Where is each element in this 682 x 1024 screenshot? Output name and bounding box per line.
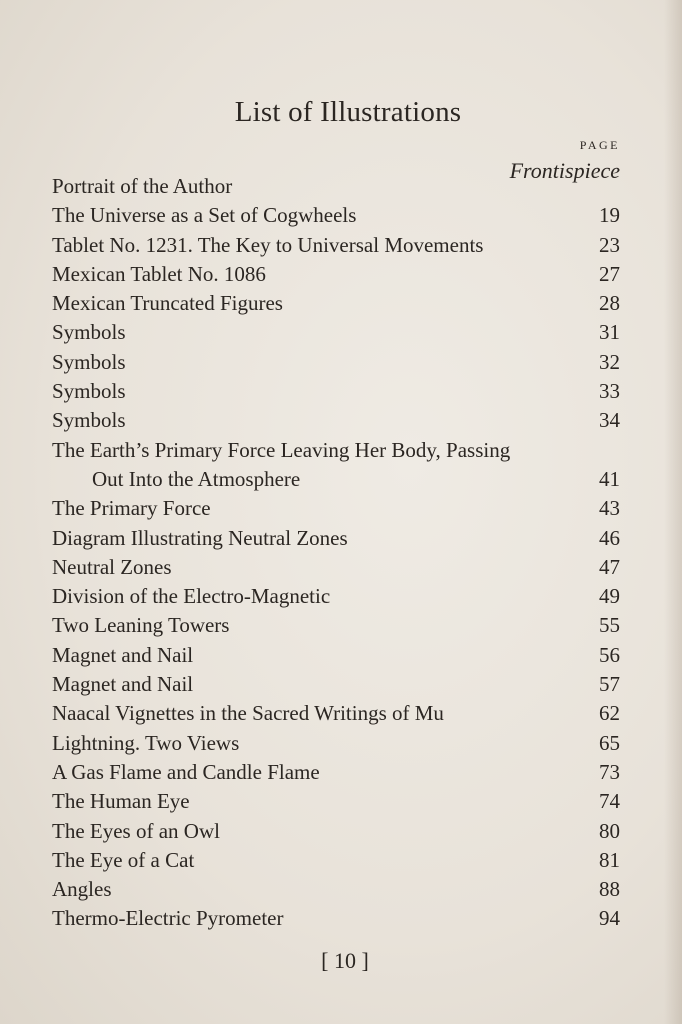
list-item (52, 260, 620, 289)
entry-page: 55 (599, 613, 620, 638)
entry-title: The Universe as a Set of Cogwheels (52, 203, 357, 228)
entry-title: Symbols (52, 320, 126, 345)
entry-page: 80 (599, 818, 620, 843)
entry-title: A Gas Flame and Candle Flame (52, 759, 320, 784)
entry-page: 73 (599, 759, 620, 784)
entry-title: Mexican Tablet No. 1086 (52, 261, 266, 286)
entry-title: Division of the Electro-Magnetic (52, 584, 331, 609)
entry-title: Lightning. Two Views (52, 730, 240, 755)
entry-title: Out Into the Atmosphere (92, 466, 301, 491)
list-item (52, 553, 620, 582)
entry-title: The Primary Force (52, 496, 211, 521)
list-item (52, 348, 620, 377)
list-item (52, 758, 620, 787)
list-item-continuation (52, 465, 620, 494)
entry-title: Magnet and Nail (52, 672, 194, 697)
entry-page: 19 (599, 203, 620, 228)
entry-page: 43 (599, 496, 620, 521)
list-item (52, 436, 620, 465)
entry-title: Neutral Zones (52, 554, 172, 579)
list-item (52, 875, 620, 904)
entry-title: Naacal Vignettes in the Sacred Writings of Mu (52, 701, 444, 726)
list-item (52, 201, 620, 230)
entry-page: 81 (599, 847, 620, 872)
entry-title: The Eyes of an Owl (52, 818, 220, 843)
page-title: List of Illustrations (234, 96, 462, 128)
page-edge-shadow (664, 0, 682, 1024)
entry-page: 74 (599, 789, 620, 814)
entry-page: 27 (599, 261, 620, 286)
entry-page: 32 (599, 349, 620, 374)
list-item (52, 406, 620, 435)
entry-page: 62 (599, 701, 620, 726)
entry-title: The Eye of a Cat (52, 847, 195, 872)
list-item (52, 172, 620, 201)
illustration-list (52, 172, 620, 934)
entry-title: Symbols (52, 408, 126, 433)
entry-page: 65 (599, 730, 620, 755)
entry-page: 47 (599, 554, 620, 579)
list-item (52, 289, 620, 318)
entry-title: The Human Eye (52, 789, 190, 814)
entry-title: Symbols (52, 349, 126, 374)
entry-title: Two Leaning Towers (52, 613, 230, 638)
entry-page: 46 (599, 525, 620, 550)
entry-title: Tablet No. 1231. The Key to Universal Movements (52, 232, 484, 257)
list-item (52, 524, 620, 553)
entry-page: 88 (599, 877, 620, 902)
list-item (52, 377, 620, 406)
list-item (52, 318, 620, 347)
entry-page: 49 (599, 584, 620, 609)
entry-title: Magnet and Nail (52, 642, 194, 667)
entry-page: 33 (599, 379, 620, 404)
list-item (52, 817, 620, 846)
entry-title: Angles (52, 877, 112, 902)
entry-title: Thermo-Electric Pyrometer (52, 906, 284, 931)
entry-page: 34 (599, 408, 620, 433)
page-number: [ 10 ] (321, 948, 369, 973)
frontispiece-label: Frontispiece (509, 158, 620, 183)
entry-page: 41 (599, 466, 620, 491)
entry-page: 57 (599, 672, 620, 697)
list-item (52, 670, 620, 699)
list-item (52, 231, 620, 260)
list-item (52, 699, 620, 728)
entry-page: 31 (599, 320, 620, 345)
entry-title: Mexican Truncated Figures (52, 291, 283, 316)
entry-title: Diagram Illustrating Neutral Zones (52, 525, 348, 550)
entry-title: Symbols (52, 379, 126, 404)
list-item (52, 729, 620, 758)
list-item (52, 846, 620, 875)
entry-page: 56 (599, 642, 620, 667)
entry-page: 94 (599, 906, 620, 931)
entry-page: 23 (599, 232, 620, 257)
entry-title: Portrait of the Author (52, 174, 233, 198)
list-item (52, 582, 620, 611)
list-item (52, 494, 620, 523)
list-item (52, 904, 620, 933)
list-item (52, 787, 620, 816)
entry-page: 28 (599, 291, 620, 316)
list-item (52, 611, 620, 640)
page-column-label: PAGE (579, 138, 620, 152)
entry-title: The Earth’s Primary Force Leaving Her Body, Passing (52, 437, 511, 462)
list-item (52, 641, 620, 670)
